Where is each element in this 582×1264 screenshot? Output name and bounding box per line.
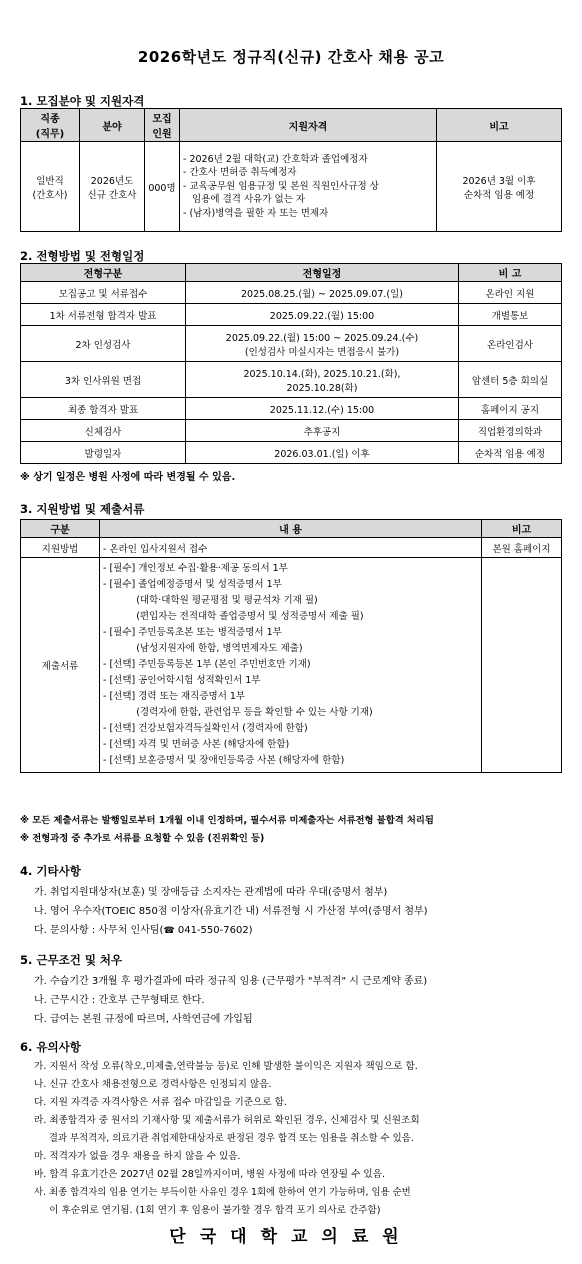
section6-item: 가. 지원서 작성 오류(착오,미제출,연락불능 등)로 인해 발생한 불이익은 지원자 책임으로 함. bbox=[34, 1061, 418, 1072]
docs-label: 제출서류 bbox=[21, 558, 100, 773]
note-cell: 2026년 3월 이후 순차적 임용 예정 bbox=[437, 142, 562, 232]
method-label: 지원방법 bbox=[21, 538, 100, 558]
qualification-item: - 간호사 면허증 취득예정자 bbox=[183, 167, 297, 179]
doc-item: - [필수] 졸업예정증명서 및 성적증명서 1부 bbox=[103, 579, 282, 590]
schedule-cell: 2026.03.01.(일) 이후 bbox=[186, 442, 459, 464]
section1-heading: 1. 모집분야 및 지원자격 bbox=[20, 94, 145, 108]
documents-footnote: ※ 전형과정 중 추가로 서류를 요청할 수 있음 (진위확인 등) bbox=[20, 833, 265, 844]
count-cell: 000명 bbox=[145, 142, 180, 232]
section2-heading: 2. 전형방법 및 전형일정 bbox=[20, 249, 145, 263]
section4-heading: 4. 기타사항 bbox=[20, 864, 81, 878]
section6-item: 사. 최종 합격자의 임용 연기는 부득이한 사유인 경우 1회에 한하여 연기 가능하며, 임용 순번 bbox=[34, 1187, 411, 1198]
stage-cell: 신체검사 bbox=[21, 420, 186, 442]
note-cell: 직업환경의학과 bbox=[459, 420, 562, 442]
table-row bbox=[21, 398, 562, 420]
section5-item: 다. 급여는 본원 규정에 따르며, 사학연금에 가입됨 bbox=[34, 1014, 253, 1025]
field-cell: 2026년도 신규 간호사 bbox=[80, 142, 145, 232]
header-count: 모집 인원 bbox=[145, 109, 180, 142]
table-header-row bbox=[21, 520, 562, 538]
section4-contact bbox=[34, 921, 253, 936]
table-row bbox=[21, 282, 562, 304]
header-field: 분야 bbox=[80, 109, 145, 142]
section6-item: 라. 최종합격자 중 원서의 기재사항 및 제출서류가 허위로 확인된 경우, 신체검사 및 신원조회 bbox=[34, 1115, 420, 1126]
schedule-footnote: ※ 상기 일정은 병원 사정에 따라 변경될 수 있음. bbox=[20, 472, 236, 483]
method-content: - 온라인 입사지원서 접수 bbox=[100, 538, 482, 558]
page-title: 2026학년도 정규직(신규) 간호사 채용 공고 bbox=[137, 48, 445, 66]
table-row bbox=[21, 326, 562, 362]
doc-item: - [필수] 개인정보 수집·활용·제공 동의서 1부 bbox=[103, 563, 288, 574]
doc-item: - [선택] 공인어학시험 성적확인서 1부 bbox=[103, 675, 261, 686]
schedule-table bbox=[20, 263, 562, 464]
note-cell: 순차적 임용 예정 bbox=[459, 442, 562, 464]
note-cell: 암센터 5층 회의실 bbox=[459, 362, 562, 398]
table-row bbox=[21, 558, 562, 773]
section5-item: 나. 근무시간 : 간호부 근무형태로 한다. bbox=[34, 995, 205, 1006]
phone-icon: ☎ bbox=[163, 926, 175, 936]
job-cell: 일반직 (간호사) bbox=[21, 142, 80, 232]
schedule-cell: 추후공지 bbox=[186, 420, 459, 442]
header-note: 비고 bbox=[437, 109, 562, 142]
hospital-name: 단국대학교의료원 bbox=[169, 1227, 413, 1247]
section6-item: 이 후순위로 연기됨. (1회 연기 후 임용이 불가할 경우 합격 포기 의사로 간주함) bbox=[34, 1205, 381, 1216]
header-note: 비 고 bbox=[459, 264, 562, 282]
table-row bbox=[21, 442, 562, 464]
doc-item: - [선택] 주민등록등본 1부 (본인 주민번호만 기재) bbox=[103, 659, 311, 670]
doc-item: (대학·대학원 평균평점 및 평균석차 기재 필) bbox=[103, 595, 318, 606]
doc-item: - [선택] 보훈증명서 및 장애인등록증 사본 (해당자에 한함) bbox=[103, 755, 345, 766]
table-header-row bbox=[21, 264, 562, 282]
contact-phone: 041-550-7602) bbox=[177, 925, 253, 936]
section6-item: 바. 합격 유효기간은 2027년 02월 28일까지이며, 병원 사정에 따라 연장될 수 있음. bbox=[34, 1169, 386, 1180]
table-row bbox=[21, 362, 562, 398]
qualification-item: - 2026년 2월 대학(교) 간호학과 졸업예정자 bbox=[183, 153, 368, 165]
section6-item: 마. 적격자가 없을 경우 채용을 하지 않을 수 있음. bbox=[34, 1151, 241, 1162]
doc-item: - [선택] 자격 및 면허증 사본 (해당자에 한함) bbox=[103, 739, 290, 750]
table-row bbox=[21, 304, 562, 326]
recruitment-table bbox=[20, 108, 562, 232]
section5-heading: 5. 근무조건 및 처우 bbox=[20, 953, 123, 967]
docs-list bbox=[100, 558, 482, 773]
section6-heading: 6. 유의사항 bbox=[20, 1040, 81, 1054]
schedule-cell: 2025.09.22.(월) 15:00 ~ 2025.09.24.(수) (인성검사 미실시자는 면접응시 불가) bbox=[186, 326, 459, 362]
stage-cell: 최종 합격자 발표 bbox=[21, 398, 186, 420]
note-cell: 온라인 지원 bbox=[459, 282, 562, 304]
header-stage: 전형구분 bbox=[21, 264, 186, 282]
doc-item: (편입자는 전적대학 졸업증명서 및 성적증명서 제출 필) bbox=[103, 611, 364, 622]
section6-item: 다. 지원 자격증 자격사항은 서류 접수 마감일을 기준으로 함. bbox=[34, 1097, 287, 1108]
stage-cell: 1차 서류전형 합격자 발표 bbox=[21, 304, 186, 326]
doc-item: - [선택] 경력 또는 재직증명서 1부 bbox=[103, 691, 246, 702]
contact-label: 다. 문의사항 : 사무처 인사팀( bbox=[34, 925, 164, 936]
header-job: 직종 (직무) bbox=[21, 109, 80, 142]
schedule-cell: 2025.08.25.(월) ~ 2025.09.07.(일) bbox=[186, 282, 459, 304]
header-category: 구분 bbox=[21, 520, 100, 538]
note-cell: 온라인검사 bbox=[459, 326, 562, 362]
section3-heading: 3. 지원방법 및 제출서류 bbox=[20, 502, 145, 516]
qualification-item: 임용에 결격 사유가 없는 자 bbox=[183, 194, 306, 206]
stage-cell: 2차 인성검사 bbox=[21, 326, 186, 362]
documents-table bbox=[20, 519, 562, 773]
section6-item: 결과 부적격자, 의료기관 취업제한대상자로 판정된 경우 합격 또는 임용을 취소할 수 있음. bbox=[34, 1133, 414, 1144]
table-row bbox=[21, 538, 562, 558]
stage-cell: 3차 인사위원 면접 bbox=[21, 362, 186, 398]
documents-footnote: ※ 모든 제출서류는 발행일로부터 1개월 이내 인정하며, 필수서류 미제출자는 서류전형 불합격 처리됨 bbox=[20, 815, 434, 826]
method-note: 본원 홈페이지 bbox=[482, 538, 562, 558]
section4-item: 나. 영어 우수자(TOEIC 850점 이상자(유효기간 내) 서류전형 시 가산점 부여(증명서 첨부) bbox=[34, 906, 428, 917]
header-qualifications: 지원자격 bbox=[180, 109, 437, 142]
section5-item: 가. 수습기간 3개월 후 평가결과에 따라 정규직 임용 (근무평가 "부적격" 시 근로계약 종료) bbox=[34, 976, 428, 987]
doc-item: - [필수] 주민등록초본 또는 병적증명서 1부 bbox=[103, 627, 282, 638]
schedule-cell: 2025.11.12.(수) 15:00 bbox=[186, 398, 459, 420]
stage-cell: 모집공고 및 서류접수 bbox=[21, 282, 186, 304]
header-content: 내 용 bbox=[100, 520, 482, 538]
note-cell: 개별통보 bbox=[459, 304, 562, 326]
qualifications-cell bbox=[180, 142, 437, 232]
header-schedule: 전형일정 bbox=[186, 264, 459, 282]
schedule-cell: 2025.10.14.(화), 2025.10.21.(화), 2025.10.28(화) bbox=[186, 362, 459, 398]
note-cell: 홈페이지 공지 bbox=[459, 398, 562, 420]
doc-item: - [선택] 건강보험자격득실확인서 (경력자에 한함) bbox=[103, 723, 308, 734]
stage-cell: 발령일자 bbox=[21, 442, 186, 464]
qualification-item: - 교육공무원 임용규정 및 본원 직원인사규정 상 bbox=[183, 180, 379, 192]
doc-item: (남성지원자에 한함, 병역면제자도 제출) bbox=[103, 643, 303, 654]
table-row bbox=[21, 142, 562, 232]
section6-item: 나. 신규 간호사 채용전형으로 경력사항은 인정되지 않음. bbox=[34, 1079, 272, 1090]
table-row bbox=[21, 420, 562, 442]
docs-note bbox=[482, 558, 562, 773]
qualification-item: - (남자)병역을 필한 자 또는 면제자 bbox=[183, 207, 329, 219]
schedule-cell: 2025.09.22.(월) 15:00 bbox=[186, 304, 459, 326]
header-note: 비고 bbox=[482, 520, 562, 538]
doc-item: (경력자에 한함, 관련업무 등을 확인할 수 있는 사항 기재) bbox=[103, 707, 373, 718]
section4-item: 가. 취업지원대상자(보훈) 및 장애등급 소지자는 관계법에 따라 우대(증명서 첨부) bbox=[34, 887, 388, 898]
table-header-row bbox=[21, 109, 562, 142]
